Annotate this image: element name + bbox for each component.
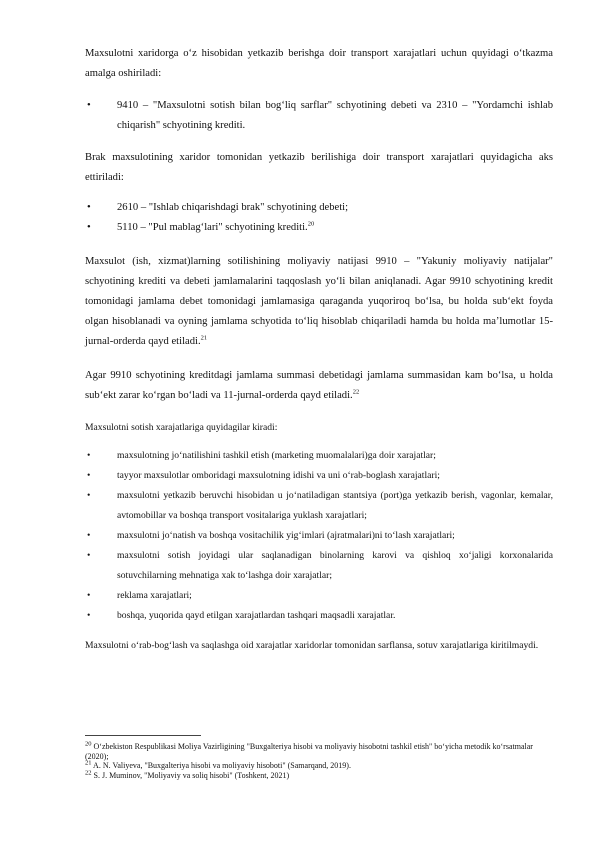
list-item-text: maxsulotni jo‘natish va boshqa vositachilik yig‘imlari (ajratmalari)ni to‘lash xarajatlari; — [117, 530, 455, 541]
footnote-number: 22 — [85, 769, 92, 777]
bullet-icon: • — [87, 610, 91, 621]
list-item — [85, 546, 553, 586]
list-item-text: boshqa, yuqorida qayd etilgan xarajatlardan tashqari maqsadli xarajatlar. — [117, 610, 396, 621]
list-transport-entries — [85, 96, 553, 136]
footnote-text: S. J. Muminov, "Moliyaviy va soliq hisobi" (Toshkent, 2021) — [91, 770, 290, 780]
list-item — [85, 198, 553, 218]
list-item — [85, 526, 553, 546]
list-item-text: 9410 – "Maxsulotni sotish bilan bog‘liq sarflar" schyotining debeti va 2310 – "Yordamchi ishlab chiqarish" schyotining krediti. — [117, 100, 553, 131]
list-item — [85, 466, 553, 486]
bullet-icon: • — [87, 202, 91, 213]
paragraph-loss — [85, 366, 553, 406]
list-item-text: 5110 – "Pul mablag‘lari" schyotining krediti. — [117, 222, 308, 233]
footnote-22 — [85, 771, 555, 781]
bullet-icon: • — [87, 450, 91, 461]
footnote-ref-21: 21 — [200, 334, 208, 342]
list-item — [85, 586, 553, 606]
paragraph-defect-transport: Brak maxsulotining xaridor tomonidan yetkazib berilishiga doir transport xarajatlari quyidagicha aks ettiriladi: — [85, 152, 553, 183]
list-sales-expenses — [85, 446, 553, 626]
footnote-21 — [85, 761, 555, 771]
paragraph-text: Agar 9910 schyotining kreditdagi jamlama summasi debetidagi jamlama summasidan kam bo‘lsa, u holda sub‘ekt zarar ko‘rgan bo‘ladi va 11-jurnal-orderda qayd etiladi. — [85, 370, 553, 401]
list-item — [85, 606, 553, 626]
paragraph-sales-expenses-intro: Maxsulotni sotish xarajatlariga quyidagilar kiradi: — [85, 422, 278, 433]
bullet-icon: • — [87, 490, 91, 501]
list-item-text: maxsulotni sotish joyidagi ular saqlanadigan binolarning karovi va qishloq xo‘jaligi korxonalarida sotuvchilarning mehnatiga xak to‘lashga doir xarajatlar; — [117, 550, 553, 581]
footnote-number: 20 — [85, 740, 92, 748]
footnote-ref-20: 20 — [307, 220, 315, 228]
list-item-text: 2610 – "Ishlab chiqarishdagi brak" schyotining debeti; — [117, 202, 349, 213]
footnotes — [85, 742, 555, 780]
list-item — [85, 218, 553, 238]
bullet-icon: • — [87, 470, 91, 481]
list-item-text: tayyor maxsulotlar omboridagi maxsulotning idishi va uni o‘rab-boglash xarajatlari; — [117, 470, 440, 481]
bullet-icon: • — [87, 550, 91, 561]
list-item-text: reklama xarajatlari; — [117, 590, 192, 601]
list-item — [85, 446, 553, 466]
paragraph-financial-result — [85, 252, 553, 352]
bullet-icon: • — [87, 100, 91, 111]
document-body — [85, 44, 553, 656]
list-item-text: maxsulotni yetkazib beruvchi hisobidan u jo‘natiladigan stantsiya (port)ga yetkazib berish, vagonlar, kemalar, avtomobillar va boshqa transport vositalariga yuklash xarajatlari; — [117, 490, 553, 521]
footnote-text: O‘zbekiston Respublikasi Moliya Vazirligining "Buxgalteriya hisobi va moliyaviy hisobotni tashkil etish" bo‘yicha metodik ko‘rsatmalar (2020); — [85, 742, 533, 761]
list-item — [85, 486, 553, 526]
footnote-20 — [85, 742, 555, 761]
paragraph-transport-expenses: Maxsulotni xaridorga o‘z hisobidan yetkazib berishga doir transport xarajatlari uchun quyidagi o‘tkazma amalga oshiriladi: — [85, 48, 553, 79]
list-item-text: maxsulotning jo‘natilishini tashkil etish (marketing muomalalari)ga doir xarajatlar; — [117, 450, 436, 461]
list-defect-entries — [85, 198, 553, 238]
list-item — [85, 96, 553, 136]
bullet-icon: • — [87, 590, 91, 601]
bullet-icon: • — [87, 222, 91, 233]
bullet-icon: • — [87, 530, 91, 541]
footnote-ref-22: 22 — [352, 388, 360, 396]
footnote-text: A. N. Valiyeva, "Buxgalteriya hisobi va moliyaviy hisoboti" (Samarqand, 2019). — [91, 761, 351, 771]
paragraph-packaging-note: Maxsulotni o‘rab-bog‘lash va saqlashga oid xarajatlar xaridorlar tomonidan sarflansa, sotuv xarajatlariga kiritilmaydi. — [85, 640, 539, 651]
footnote-divider — [85, 735, 201, 736]
paragraph-text: Maxsulot (ish, xizmat)larning sotilishining moliyaviy natijasi 9910 – "Yakuniy moliyaviy natijalar" schyotining krediti va debeti jamlamalarini taqqoslash yo‘li bilan aniqlanadi. Agar 9910 schyotining kredit tomonidagi jamlama debet tomonidagi jamlamasiga qaraganda yuqoriroq bo‘lsa, bu holda sub‘ekt foyda olgan hisoblanadi va oyning jamlama schyotida to‘liq hisoblab chiqariladi hamda bu holda ma’lumotlar 15-jurnal-orderda qayd etiladi. — [85, 256, 553, 347]
footnote-number: 21 — [85, 759, 92, 767]
